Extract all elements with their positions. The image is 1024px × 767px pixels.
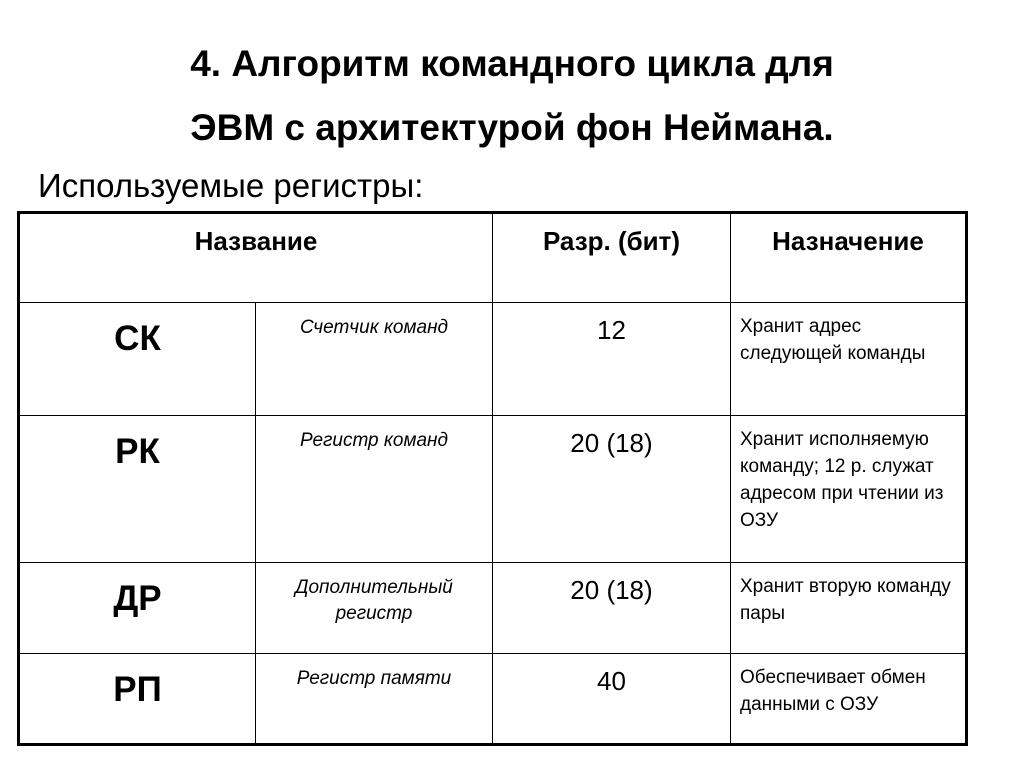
register-bits: 12 [493, 303, 731, 416]
header-name: Название [19, 213, 493, 303]
header-bits: Разр. (бит) [493, 213, 731, 303]
register-purpose: Хранит вторую команду пары [731, 563, 967, 654]
table-row [19, 303, 967, 416]
register-bits: 20 (18) [493, 563, 731, 654]
register-desc: Регистр команд [256, 416, 493, 563]
register-code: РК [19, 416, 256, 563]
table-row [19, 654, 967, 745]
header-purpose: Назначение [731, 213, 967, 303]
slide-subtitle: Используемые регистры: [38, 167, 424, 204]
register-code: ДР [19, 563, 256, 654]
table-row [19, 416, 967, 563]
table-header-row [19, 213, 967, 303]
register-code: РП [19, 654, 256, 745]
register-purpose: Обеспечивает обмен данными с ОЗУ [731, 654, 967, 745]
slide-title-line-2: ЭВМ с архитектурой фон Неймана. [190, 107, 834, 148]
register-purpose: Хранит адрес следующей команды [731, 303, 967, 416]
table-row [19, 563, 967, 654]
register-desc: Дополнительный регистр [256, 563, 493, 654]
register-desc: Регистр памяти [256, 654, 493, 745]
register-purpose: Хранит исполняемую команду; 12 р. служат адресом при чтении из ОЗУ [731, 416, 967, 563]
register-desc: Счетчик команд [256, 303, 493, 416]
register-bits: 20 (18) [493, 416, 731, 563]
register-code: СК [19, 303, 256, 416]
register-bits: 40 [493, 654, 731, 745]
slide-title-line-1: 4. Алгоритм командного цикла для [190, 43, 834, 84]
registers-table [17, 211, 968, 746]
